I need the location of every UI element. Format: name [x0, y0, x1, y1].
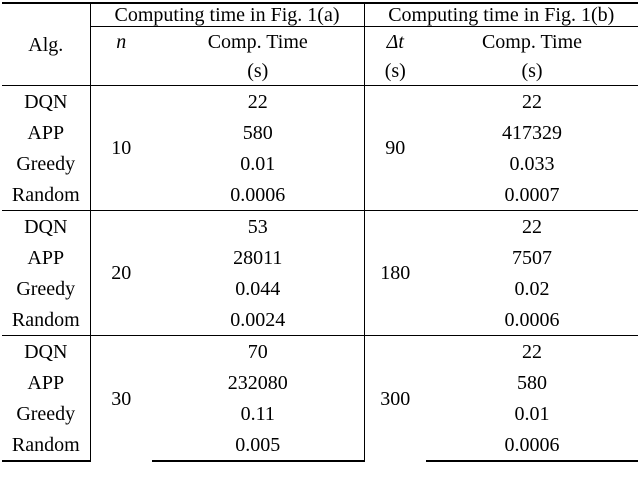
cell-time-b: 0.0006 — [504, 308, 560, 331]
cell-time-b: 22 — [426, 86, 638, 118]
cell-time-a: 53 — [152, 211, 364, 243]
cell-alg: DQN — [2, 86, 90, 118]
cell-n: 30 — [90, 336, 152, 462]
cell-alg: Greedy — [16, 277, 76, 300]
header-group-b: Computing time in Fig. 1(b) — [364, 3, 638, 27]
cell-time-a: 0.11 — [240, 402, 275, 425]
cell-dt: 90 — [364, 86, 426, 211]
cell-time-b: 0.0007 — [504, 183, 560, 206]
cell-alg: DQN — [2, 336, 90, 368]
table-header-row-cols — [2, 27, 638, 58]
header-unit-n — [90, 57, 152, 86]
cell-time-b: 22 — [426, 336, 638, 368]
header-group-a: Computing time in Fig. 1(a) — [90, 3, 364, 27]
table-row — [2, 86, 638, 118]
cell-time-b: 0.033 — [509, 152, 555, 175]
cell-alg: Greedy — [16, 402, 76, 425]
header-unit-time-b: (s) — [521, 60, 543, 83]
header-col-time-b: Comp. Time — [481, 31, 583, 54]
cell-alg: APP — [27, 371, 65, 394]
cell-dt: 300 — [364, 336, 426, 462]
cell-time-a: 70 — [152, 336, 364, 368]
header-col-n: n — [90, 27, 152, 58]
cell-alg: APP — [27, 246, 65, 269]
cell-alg: Random — [11, 183, 80, 206]
cell-time-b: 580 — [517, 371, 547, 394]
cell-alg: DQN — [2, 211, 90, 243]
cell-alg: APP — [27, 121, 65, 144]
cell-time-a: 580 — [242, 121, 273, 144]
cell-time-b: 417329 — [502, 121, 562, 144]
cell-time-b: 22 — [426, 211, 638, 243]
table-header-row-groups — [2, 3, 638, 27]
cell-time-a: 0.01 — [240, 152, 276, 175]
cell-time-a: 0.005 — [152, 429, 364, 461]
cell-time-a: 0.044 — [235, 277, 281, 300]
header-col-dt: Δt — [364, 27, 426, 58]
cell-time-a: 0.0006 — [230, 183, 286, 206]
cell-alg: Greedy — [16, 152, 76, 175]
cell-time-b: 0.01 — [514, 402, 550, 425]
cell-time-a: 22 — [152, 86, 364, 118]
cell-time-a: 232080 — [227, 371, 288, 394]
cell-dt: 180 — [364, 211, 426, 336]
table-row — [2, 336, 638, 368]
cell-time-b: 0.02 — [514, 277, 550, 300]
cell-time-a: 0.0024 — [230, 308, 286, 331]
header-unit-time-a: (s) — [247, 60, 269, 83]
table-row — [2, 211, 638, 243]
cell-time-b: 7507 — [512, 246, 552, 269]
cell-n: 10 — [90, 86, 152, 211]
header-alg: Alg. — [2, 3, 90, 86]
cell-n: 20 — [90, 211, 152, 336]
cell-alg: Random — [11, 308, 80, 331]
table-sheet — [0, 2, 640, 487]
cell-time-a: 28011 — [233, 246, 283, 269]
header-unit-dt: (s) — [364, 57, 426, 86]
table-header-row-units — [2, 57, 638, 86]
header-col-time-a: Comp. Time — [207, 31, 308, 54]
computing-time-table — [2, 2, 638, 462]
cell-alg: Random — [2, 429, 90, 461]
cell-time-b: 0.0006 — [426, 429, 638, 461]
